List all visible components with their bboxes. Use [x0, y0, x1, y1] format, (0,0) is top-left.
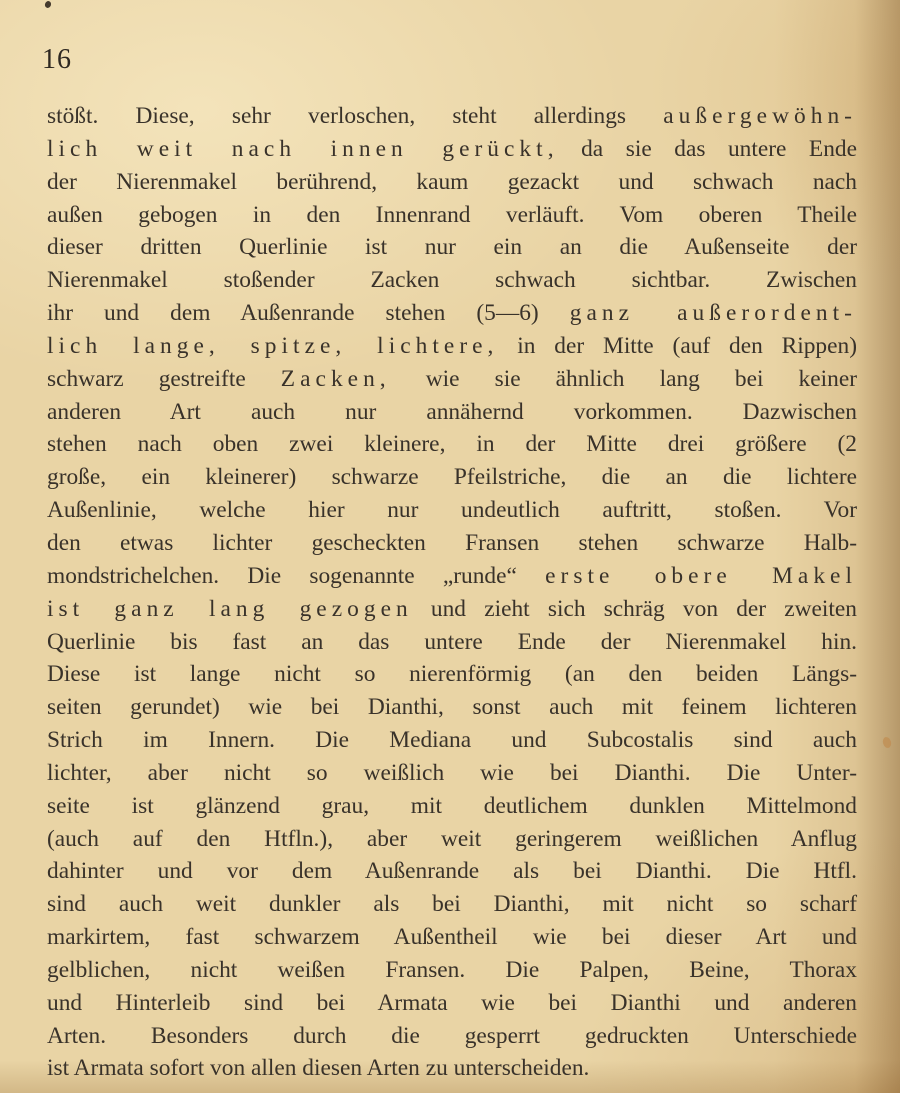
text-line — [47, 823, 857, 856]
text-line — [47, 199, 857, 232]
emphasized-text-segment: erste obere Makel — [545, 562, 857, 589]
text-segment: Nierenmakel stoßender Zacken schwach sichtbar. Zwischen — [47, 267, 857, 294]
text-line — [47, 954, 857, 987]
emphasized-text-segment: ist ganz lang gezogen — [47, 595, 413, 622]
ink-speck — [44, 0, 52, 9]
text-line — [47, 658, 857, 691]
text-segment: Strich im Innern. Die Mediana und Subcostalis sind auch — [47, 727, 857, 754]
text-segment: schwarz gestreifte — [47, 365, 281, 392]
text-segment: gelblichen, nicht weißen Fransen. Die Palpen, Beine, Thorax — [47, 956, 857, 983]
text-segment: Arten. Besonders durch die gesperrt gedruckten Unterschiede — [47, 1022, 857, 1049]
emphasized-text-segment: außergewöhn- — [663, 103, 857, 129]
text-segment: wie sie ähnlich lang bei keiner — [390, 365, 858, 392]
text-segment: Außenlinie, welche hier nur undeutlich auftritt, stoßen. Vor — [47, 497, 857, 524]
text-line — [47, 593, 857, 626]
text-line — [47, 560, 857, 593]
text-segment: stößt. Diese, sehr verloschen, steht allerdings — [47, 103, 664, 129]
text-segment: Diese ist lange nicht so nierenförmig (an den beiden Längs- — [47, 661, 857, 688]
text-segment: und zieht sich schräg von der zweiten — [412, 595, 857, 622]
text-line — [47, 888, 857, 921]
text-line — [47, 987, 857, 1020]
text-segment: stehen nach oben zwei kleinere, in der Mitte drei größere (2 — [47, 431, 857, 458]
text-line — [47, 133, 857, 166]
text-segment: in der Mitte (auf den Rippen) — [498, 332, 857, 359]
text-line — [47, 231, 857, 264]
text-line — [47, 396, 857, 429]
emphasized-text-segment: lich lange, spitze, lichtere, — [47, 332, 499, 359]
emphasized-text-segment: Zacken, — [280, 365, 391, 392]
text-line — [47, 626, 857, 659]
text-segment: dahinter und vor dem Außenrande als bei Dianthi. Die Htfl. — [47, 858, 857, 885]
text-segment: lichter, aber nicht so weißlich wie bei Dianthi. Die Unter- — [47, 759, 857, 786]
text-line — [47, 166, 857, 199]
text-segment: große, ein kleinerer) schwarze Pfeilstriche, die an die lichtere — [47, 464, 857, 491]
text-line — [47, 330, 857, 363]
text-segment: anderen Art auch nur annähernd vorkommen. Dazwischen — [47, 398, 857, 425]
text-line — [47, 297, 857, 330]
text-segment: und Hinterleib sind bei Armata wie bei Dianthi und anderen — [47, 989, 857, 1016]
text-segment: markirtem, fast schwarzem Außentheil wie bei dieser Art und — [47, 924, 857, 951]
text-segment: Querlinie bis fast an das untere Ende der Nierenmakel hin. — [47, 628, 857, 655]
text-segment: seite ist glänzend grau, mit deutlichem dunklen Mittelmond — [47, 792, 857, 819]
text-line — [47, 363, 857, 396]
text-line — [47, 724, 857, 757]
page-number: 16 — [42, 44, 72, 75]
page-text — [47, 100, 857, 1085]
text-line — [47, 855, 857, 888]
text-line — [47, 461, 857, 494]
text-segment: (auch auf den Htfln.), aber weit geringerem weißlichen Anflug — [47, 825, 857, 852]
text-segment: der Nierenmakel berührend, kaum gezackt und schwach nach — [47, 168, 857, 195]
text-segment: sind auch weit dunkler als bei Dianthi, mit nicht so scharf — [47, 891, 857, 918]
text-segment: ihr und dem Außenrande stehen (5—6) — [47, 300, 570, 327]
text-line — [47, 428, 857, 461]
text-segment: seiten gerundet) wie bei Dianthi, sonst auch mit feinem lichteren — [47, 694, 857, 721]
text-segment: dieser dritten Querlinie ist nur ein an die Außenseite der — [47, 234, 857, 261]
text-line — [47, 1052, 857, 1085]
text-line — [47, 757, 857, 790]
text-line — [47, 790, 857, 823]
text-line — [47, 691, 857, 724]
paper-stain — [882, 736, 893, 749]
text-line — [47, 1020, 857, 1053]
emphasized-text-segment: ganz außerordent- — [569, 300, 857, 327]
text-line — [47, 494, 857, 527]
text-segment: da sie das untere Ende — [558, 135, 857, 162]
text-line — [47, 264, 857, 297]
text-segment: mondstrichelchen. Die sogenannte „runde“ — [47, 562, 546, 589]
text-line — [47, 527, 857, 560]
text-segment: den etwas lichter gescheckten Fransen stehen schwarze Halb- — [47, 529, 857, 556]
emphasized-text-segment: lich weit nach innen gerückt, — [47, 135, 559, 162]
text-line — [47, 921, 857, 954]
text-segment: ist Armata sofort von allen diesen Arten zu unterscheiden. — [47, 1055, 590, 1082]
text-line — [47, 100, 857, 133]
text-segment: außen gebogen in den Innenrand verläuft. Vom oberen Theile — [47, 201, 857, 228]
